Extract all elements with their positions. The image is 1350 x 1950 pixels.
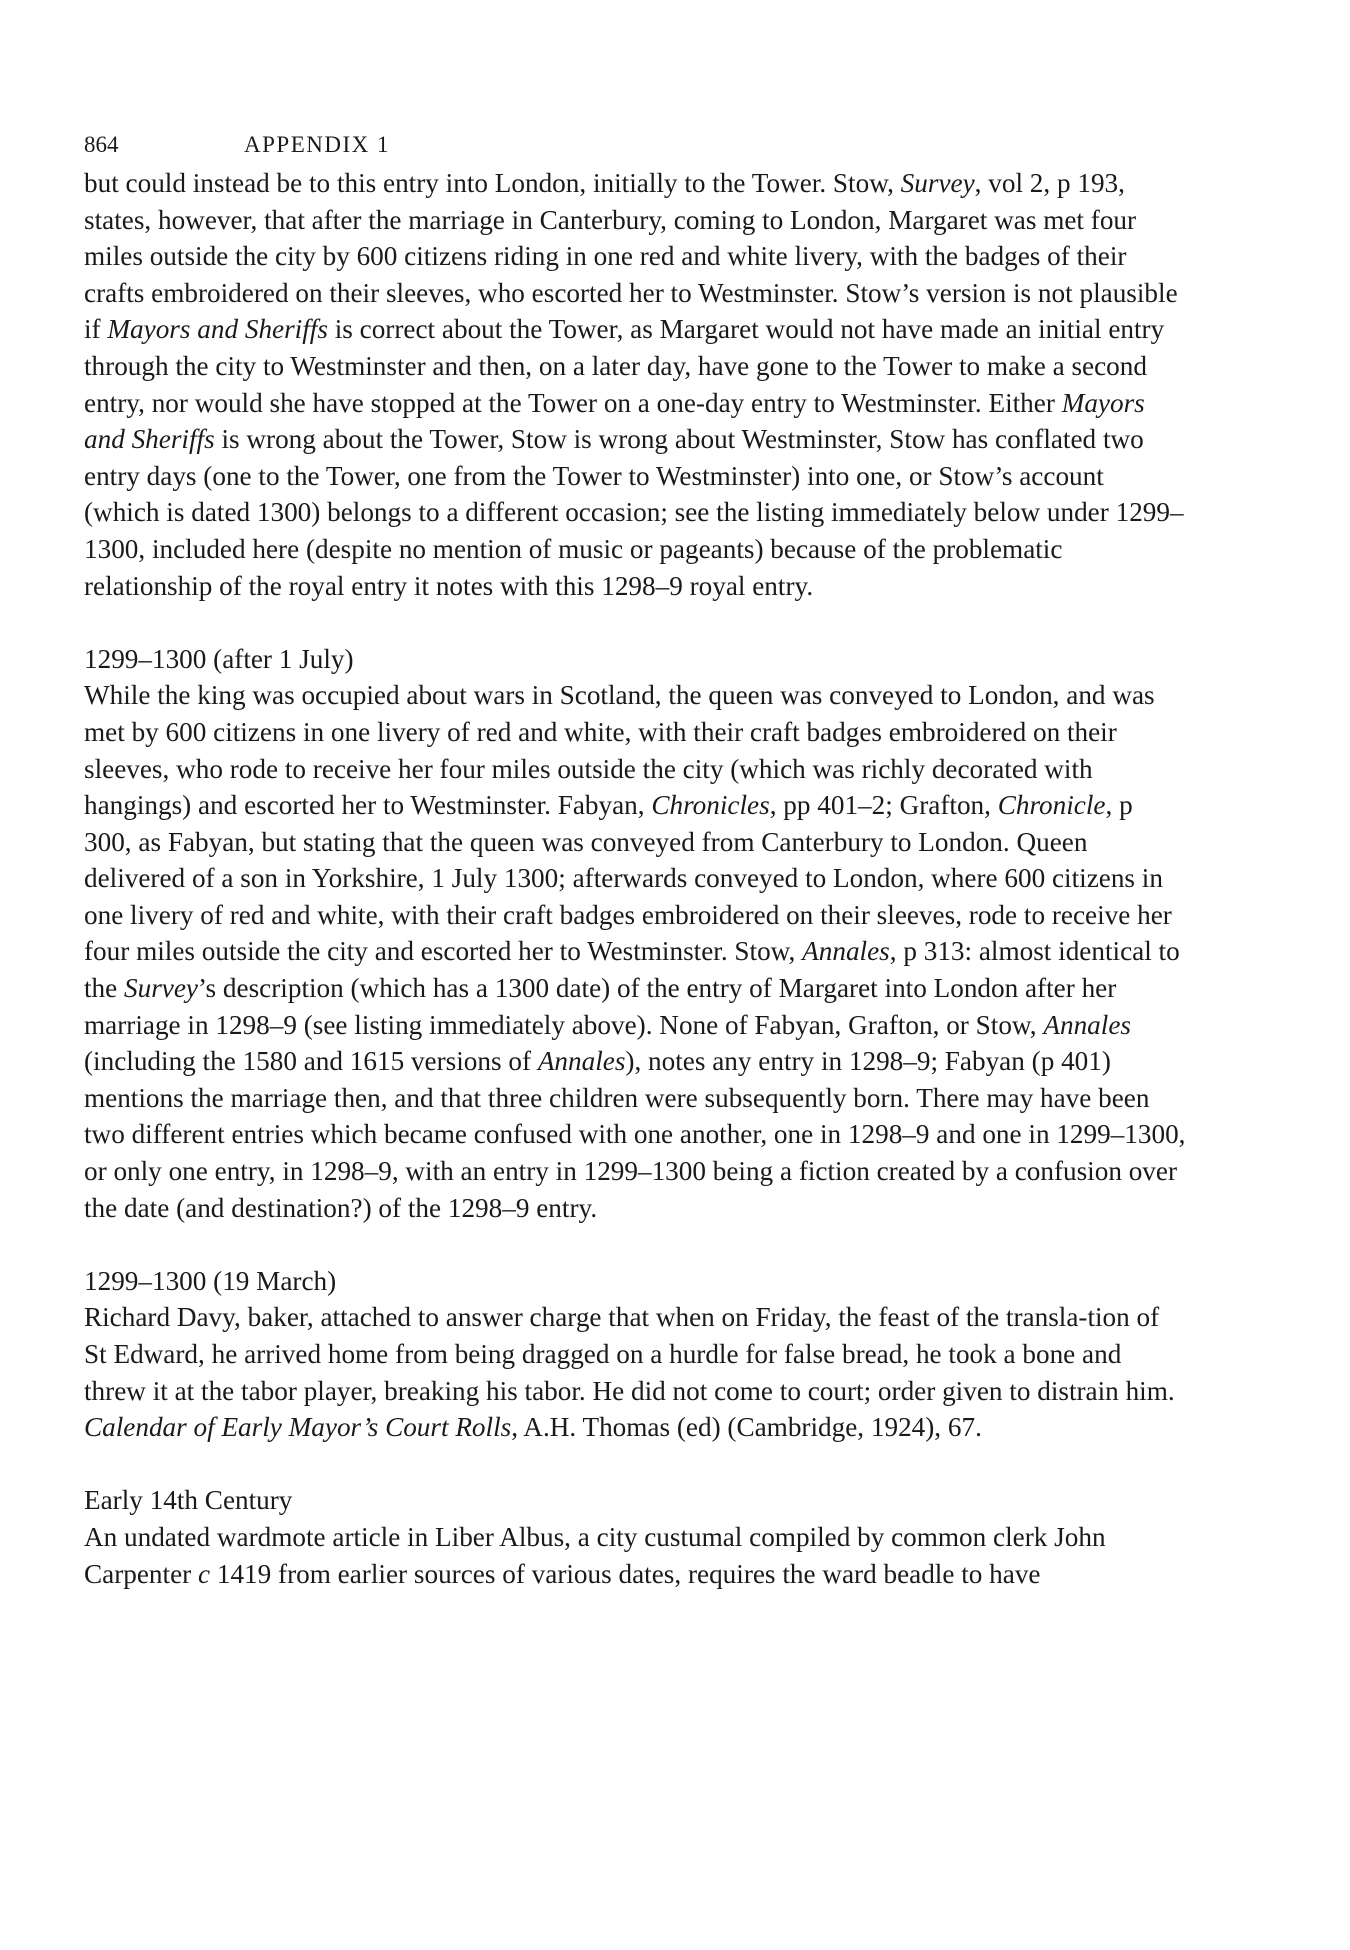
entry-heading: 1299–1300 (after 1 July)	[84, 643, 354, 674]
page-number: 864	[84, 132, 119, 157]
paragraph	[84, 165, 1186, 604]
italic-text: Chronicles	[651, 790, 770, 821]
text-run: , vol 2, p 193, states, however, that after the marriage in Canterbury, coming to London, Margaret was met four miles outside the city by 600 citizens riding in one red and white livery, with the badges of their crafts embroidered on their sleeves, who escorted her to Westminster. Stow’s version is not plausible if	[84, 168, 1178, 345]
paragraph	[84, 677, 1186, 1226]
text-run: but could instead be to this entry into London, initially to the Tower. Stow,	[84, 168, 901, 198]
text-run: , A.H. Thomas (ed) (Cambridge, 1924), 67.	[511, 1412, 982, 1443]
entry-heading: Early 14th Century	[84, 1485, 293, 1516]
italic-text: Annales	[1043, 1009, 1131, 1040]
entry-heading: 1299–1300 (19 March)	[84, 1265, 337, 1296]
text-run: An undated wardmote article in Liber Albus, a city custumal compiled by common clerk John Carpenter	[84, 1521, 1106, 1589]
italic-text: Survey	[900, 168, 975, 198]
italic-text: Annales	[802, 936, 890, 967]
text-run: , p 313: almost identical to the	[84, 936, 1180, 1004]
italic-text: Chronicle	[997, 790, 1106, 821]
italic-text: Calendar of Early Mayor’s Court Rolls	[84, 1412, 512, 1443]
italic-text: Mayors and Sheriffs	[107, 314, 328, 345]
entry	[84, 641, 1186, 1227]
text-run: is correct about the Tower, as Margaret would not have made an initial entry through the city to Westminster and then, on a later day, have gone to the Tower to make a second entry, nor would she have stopped at the Tower on a one-day entry to Westminster. Either	[84, 314, 1165, 418]
text-run: ), notes any entry in 1298–9; Fabyan (p 401) mentions the marriage then, and that three children were subsequently born. There may have been two different entries which became confused with one another, one in 1298–9 and one in 1299–1300, or only one entry, in 1298–9, with an entry in 1299–1300 being a fiction created by a confusion over the date (and destination?) of the 1298–9 entry.	[84, 1046, 1186, 1223]
italic-text: Mayors and Sheriffs	[84, 387, 1145, 455]
italic-text: c	[197, 1558, 211, 1589]
running-title: APPENDIX 1	[244, 132, 390, 157]
entry	[84, 1263, 1186, 1446]
text-run: (including the 1580 and 1615 versions of	[84, 1046, 538, 1077]
text-run: , pp 401–2; Grafton,	[769, 790, 998, 821]
italic-text: Survey	[124, 973, 198, 1004]
text-run: , p 300, as Fabyan, but stating that the queen was conveyed from Canterbury to London. Queen delivered of a son in Yorkshire, 1 July 1300; afterwards conveyed to London, where 600 citizens in one livery of red and white, with their craft badges embroidered on their sleeves, rode to receive her four miles outside the city and escorted her to Westminster. Stow,	[84, 790, 1172, 967]
paragraph	[84, 1519, 1186, 1592]
page	[84, 125, 1186, 1592]
paragraph	[84, 1299, 1186, 1445]
italic-text: Annales	[537, 1046, 626, 1077]
text-run: is wrong about the Tower, Stow is wrong about Westminster, Stow has conflated two entry days (one to the Tower, one from the Tower to Westminster) into one, or Stow’s account (which is dated 1300) belongs to a different occasion; see the listing immediately below under 1299–1300, included here (despite no mention of music or pageants) because of the problematic relationship of the royal entry it notes with this 1298–9 royal entry.	[84, 424, 1184, 601]
running-head	[84, 125, 1186, 165]
text-run: 1419 from earlier sources of various dates, requires the ward beadle to have	[210, 1558, 1041, 1589]
text-run: While the king was occupied about wars in Scotland, the queen was conveyed to London, and was met by 600 citizens in one livery of red and white, with their craft badges embroidered on their sleeves, who rode to receive her four miles outside the city (which was richly decorated with hangings) and escorted her to Westminster. Fabyan,	[84, 680, 1155, 821]
body-text	[84, 165, 1186, 1592]
text-run: ’s description (which has a 1300 date) of the entry of Margaret into London after her marriage in 1298–9 (see listing immediately above). None of Fabyan, Grafton, or Stow,	[84, 973, 1117, 1040]
text-run: Richard Davy, baker, attached to answer charge that when on Friday, the feast of the transla-tion of St Edward, he arrived home from being dragged on a hurdle for false bread, he took a bone and threw it at the tabor player, breaking his tabor. He did not come to court; order given to distrain him.	[84, 1302, 1175, 1406]
entry	[84, 1482, 1186, 1592]
